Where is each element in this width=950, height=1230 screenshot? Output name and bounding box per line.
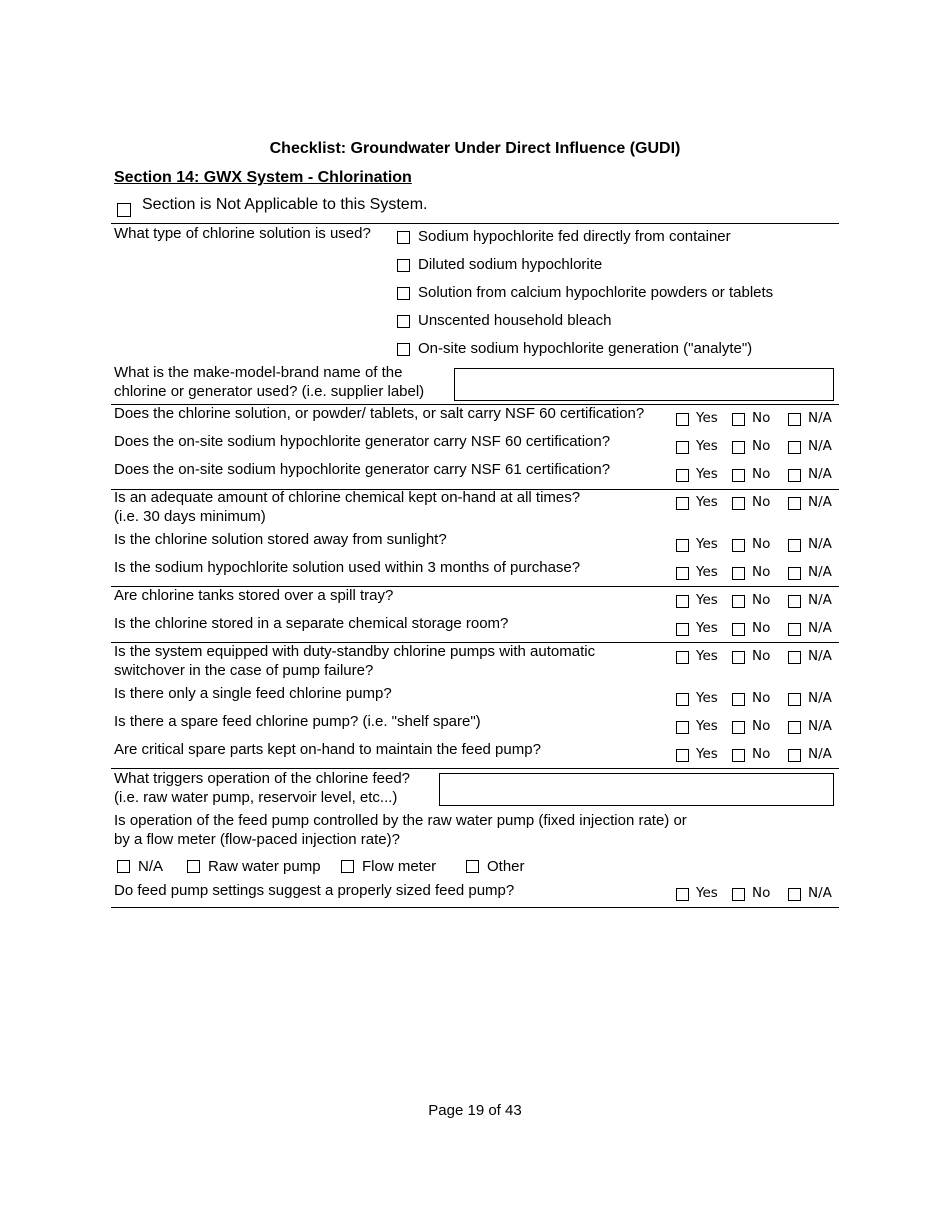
answer-yes-checkbox[interactable] [676, 441, 689, 454]
answer-yes-label: Yes [696, 620, 718, 636]
answer-yes-label: Yes [696, 466, 718, 482]
answer-yes-checkbox[interactable] [676, 623, 689, 636]
answer-na-checkbox[interactable] [788, 539, 801, 552]
option-label: On-site sodium hypochlorite generation ("analyte") [418, 340, 753, 357]
answer-no-label: No [752, 466, 771, 482]
question-text: Is there a spare feed chlorine pump? (i.e. "shelf spare") [114, 713, 481, 730]
answer-na-label: N/A [808, 648, 832, 664]
answer-na-label: N/A [808, 620, 832, 636]
answer-yes-label: Yes [696, 648, 718, 664]
answer-yes-checkbox[interactable] [676, 595, 689, 608]
answer-no-label: No [752, 410, 771, 426]
question-text: Is the system equipped with duty-standby chlorine pumps with automatic [114, 643, 596, 660]
question-text-line2: (i.e. 30 days minimum) [114, 508, 266, 525]
answer-yes-label: Yes [696, 494, 718, 510]
answer-na-label: N/A [808, 466, 832, 482]
checkbox[interactable] [397, 287, 410, 300]
answer-na-label: N/A [808, 746, 832, 762]
checkbox[interactable] [341, 860, 354, 873]
checkbox[interactable] [397, 343, 410, 356]
answer-yes-label: Yes [696, 690, 718, 706]
question-text: Does the on-site sodium hypochlorite generator carry NSF 60 certification? [114, 433, 611, 450]
answer-yes-checkbox[interactable] [676, 651, 689, 664]
divider [111, 586, 839, 587]
triggers-input[interactable] [439, 773, 834, 806]
feed-pump-sized-question: Do feed pump settings suggest a properly sized feed pump? [114, 882, 515, 899]
answer-yes-label: Yes [696, 746, 718, 762]
answer-na-label: N/A [808, 410, 832, 426]
answer-no-label: No [752, 718, 771, 734]
pump-control-question: Is operation of the feed pump controlled by the raw water pump (fixed injection rate) or [114, 812, 687, 829]
document-title: Checklist: Groundwater Under Direct Influence (GUDI) [269, 140, 681, 157]
checkbox[interactable] [397, 259, 410, 272]
question-text: Is there only a single feed chlorine pump? [114, 685, 392, 702]
answer-na-label: N/A [808, 536, 832, 552]
option-label: Sodium hypochlorite fed directly from container [418, 228, 731, 245]
checkbox[interactable] [117, 860, 130, 873]
option-label: Diluted sodium hypochlorite [418, 256, 603, 273]
answer-no-checkbox[interactable] [732, 497, 745, 510]
answer-yes-checkbox[interactable] [676, 693, 689, 706]
question-text: Is the chlorine solution stored away from sunlight? [114, 531, 447, 548]
answer-na-checkbox[interactable] [788, 693, 801, 706]
question-text: Is the sodium hypochlorite solution used within 3 months of purchase? [114, 559, 581, 576]
option-label: Unscented household bleach [418, 312, 612, 329]
option-label: Raw water pump [208, 858, 321, 875]
question-text: Are critical spare parts kept on-hand to maintain the feed pump? [114, 741, 541, 758]
answer-na-checkbox[interactable] [788, 749, 801, 762]
answer-yes-label: Yes [696, 438, 718, 454]
answer-no-checkbox[interactable] [732, 749, 745, 762]
answer-no-checkbox[interactable] [732, 567, 745, 580]
answer-na-checkbox[interactable] [788, 441, 801, 454]
make-model-input[interactable] [454, 368, 834, 401]
answer-no-label: No [752, 536, 771, 552]
answer-na-label: N/A [808, 438, 832, 454]
answer-no-label: No [752, 746, 771, 762]
answer-na-checkbox[interactable] [788, 623, 801, 636]
question-text: Are chlorine tanks stored over a spill tray? [114, 587, 394, 604]
answer-no-label: No [752, 885, 771, 901]
answer-no-label: No [752, 648, 771, 664]
answer-no-checkbox[interactable] [732, 441, 745, 454]
checkbox[interactable] [187, 860, 200, 873]
answer-no-checkbox[interactable] [732, 721, 745, 734]
question-text: Does the on-site sodium hypochlorite generator carry NSF 61 certification? [114, 461, 611, 478]
answer-no-checkbox[interactable] [732, 413, 745, 426]
answer-no-checkbox[interactable] [732, 539, 745, 552]
pump-control-question-line2: by a flow meter (flow-paced injection rate)? [114, 831, 400, 848]
answer-na-label: N/A [808, 592, 832, 608]
answer-yes-label: Yes [696, 885, 718, 901]
answer-yes-checkbox[interactable] [676, 749, 689, 762]
checkbox[interactable] [397, 315, 410, 328]
answer-no-label: No [752, 690, 771, 706]
answer-na-checkbox[interactable] [788, 721, 801, 734]
answer-no-checkbox[interactable] [732, 651, 745, 664]
answer-yes-label: Yes [696, 564, 718, 580]
answer-na-checkbox[interactable] [788, 651, 801, 664]
answer-yes-checkbox[interactable] [676, 567, 689, 580]
option-label: Flow meter [362, 858, 437, 875]
chlorine-type-question: What type of chlorine solution is used? [114, 225, 371, 242]
page-number: Page 19 of 43 [428, 1102, 522, 1119]
answer-yes-checkbox[interactable] [676, 413, 689, 426]
question-text: Is the chlorine stored in a separate chemical storage room? [114, 615, 509, 632]
answer-no-label: No [752, 564, 771, 580]
answer-na-checkbox[interactable] [788, 567, 801, 580]
section-not-applicable-label: Section is Not Applicable to this System. [142, 196, 428, 213]
checkbox[interactable] [466, 860, 479, 873]
divider [111, 907, 839, 908]
answer-yes-checkbox[interactable] [676, 469, 689, 482]
answer-no-label: No [752, 494, 771, 510]
answer-yes-checkbox[interactable] [676, 888, 689, 901]
answer-no-checkbox[interactable] [732, 623, 745, 636]
question-text: Does the chlorine solution, or powder/ tablets, or salt carry NSF 60 certification? [114, 405, 645, 422]
answer-no-checkbox[interactable] [732, 469, 745, 482]
answer-na-label: N/A [808, 690, 832, 706]
answer-no-label: No [752, 592, 771, 608]
answer-no-checkbox[interactable] [732, 595, 745, 608]
option-label: N/A [138, 858, 164, 875]
question-text: Is an adequate amount of chlorine chemical kept on-hand at all times? [114, 489, 581, 506]
answer-no-checkbox[interactable] [732, 888, 745, 901]
question-text-line2: switchover in the case of pump failure? [114, 662, 374, 679]
answer-na-checkbox[interactable] [788, 497, 801, 510]
answer-yes-label: Yes [696, 718, 718, 734]
checkbox[interactable] [397, 231, 410, 244]
answer-yes-checkbox[interactable] [676, 539, 689, 552]
answer-na-checkbox[interactable] [788, 595, 801, 608]
make-model-question: What is the make-model-brand name of the [114, 364, 403, 381]
triggers-question: What triggers operation of the chlorine feed? [114, 770, 411, 787]
answer-no-label: No [752, 438, 771, 454]
answer-no-label: No [752, 620, 771, 636]
section-heading: Section 14: GWX System - Chlorination [114, 169, 412, 186]
answer-yes-checkbox[interactable] [676, 497, 689, 510]
answer-yes-label: Yes [696, 410, 718, 426]
answer-na-checkbox[interactable] [788, 469, 801, 482]
answer-na-label: N/A [808, 885, 832, 901]
answer-na-label: N/A [808, 718, 832, 734]
answer-na-label: N/A [808, 494, 832, 510]
section-not-applicable-checkbox[interactable] [117, 203, 131, 217]
answer-yes-label: Yes [696, 592, 718, 608]
divider [111, 489, 839, 490]
answer-yes-label: Yes [696, 536, 718, 552]
divider [111, 642, 839, 643]
option-label: Solution from calcium hypochlorite powders or tablets [418, 284, 774, 301]
make-model-question-line2: chlorine or generator used? (i.e. supplier label) [114, 383, 425, 400]
answer-yes-checkbox[interactable] [676, 721, 689, 734]
option-label: Other [487, 858, 525, 875]
answer-no-checkbox[interactable] [732, 693, 745, 706]
answer-na-label: N/A [808, 564, 832, 580]
answer-na-checkbox[interactable] [788, 888, 801, 901]
answer-na-checkbox[interactable] [788, 413, 801, 426]
triggers-question-line2: (i.e. raw water pump, reservoir level, etc...) [114, 789, 398, 806]
